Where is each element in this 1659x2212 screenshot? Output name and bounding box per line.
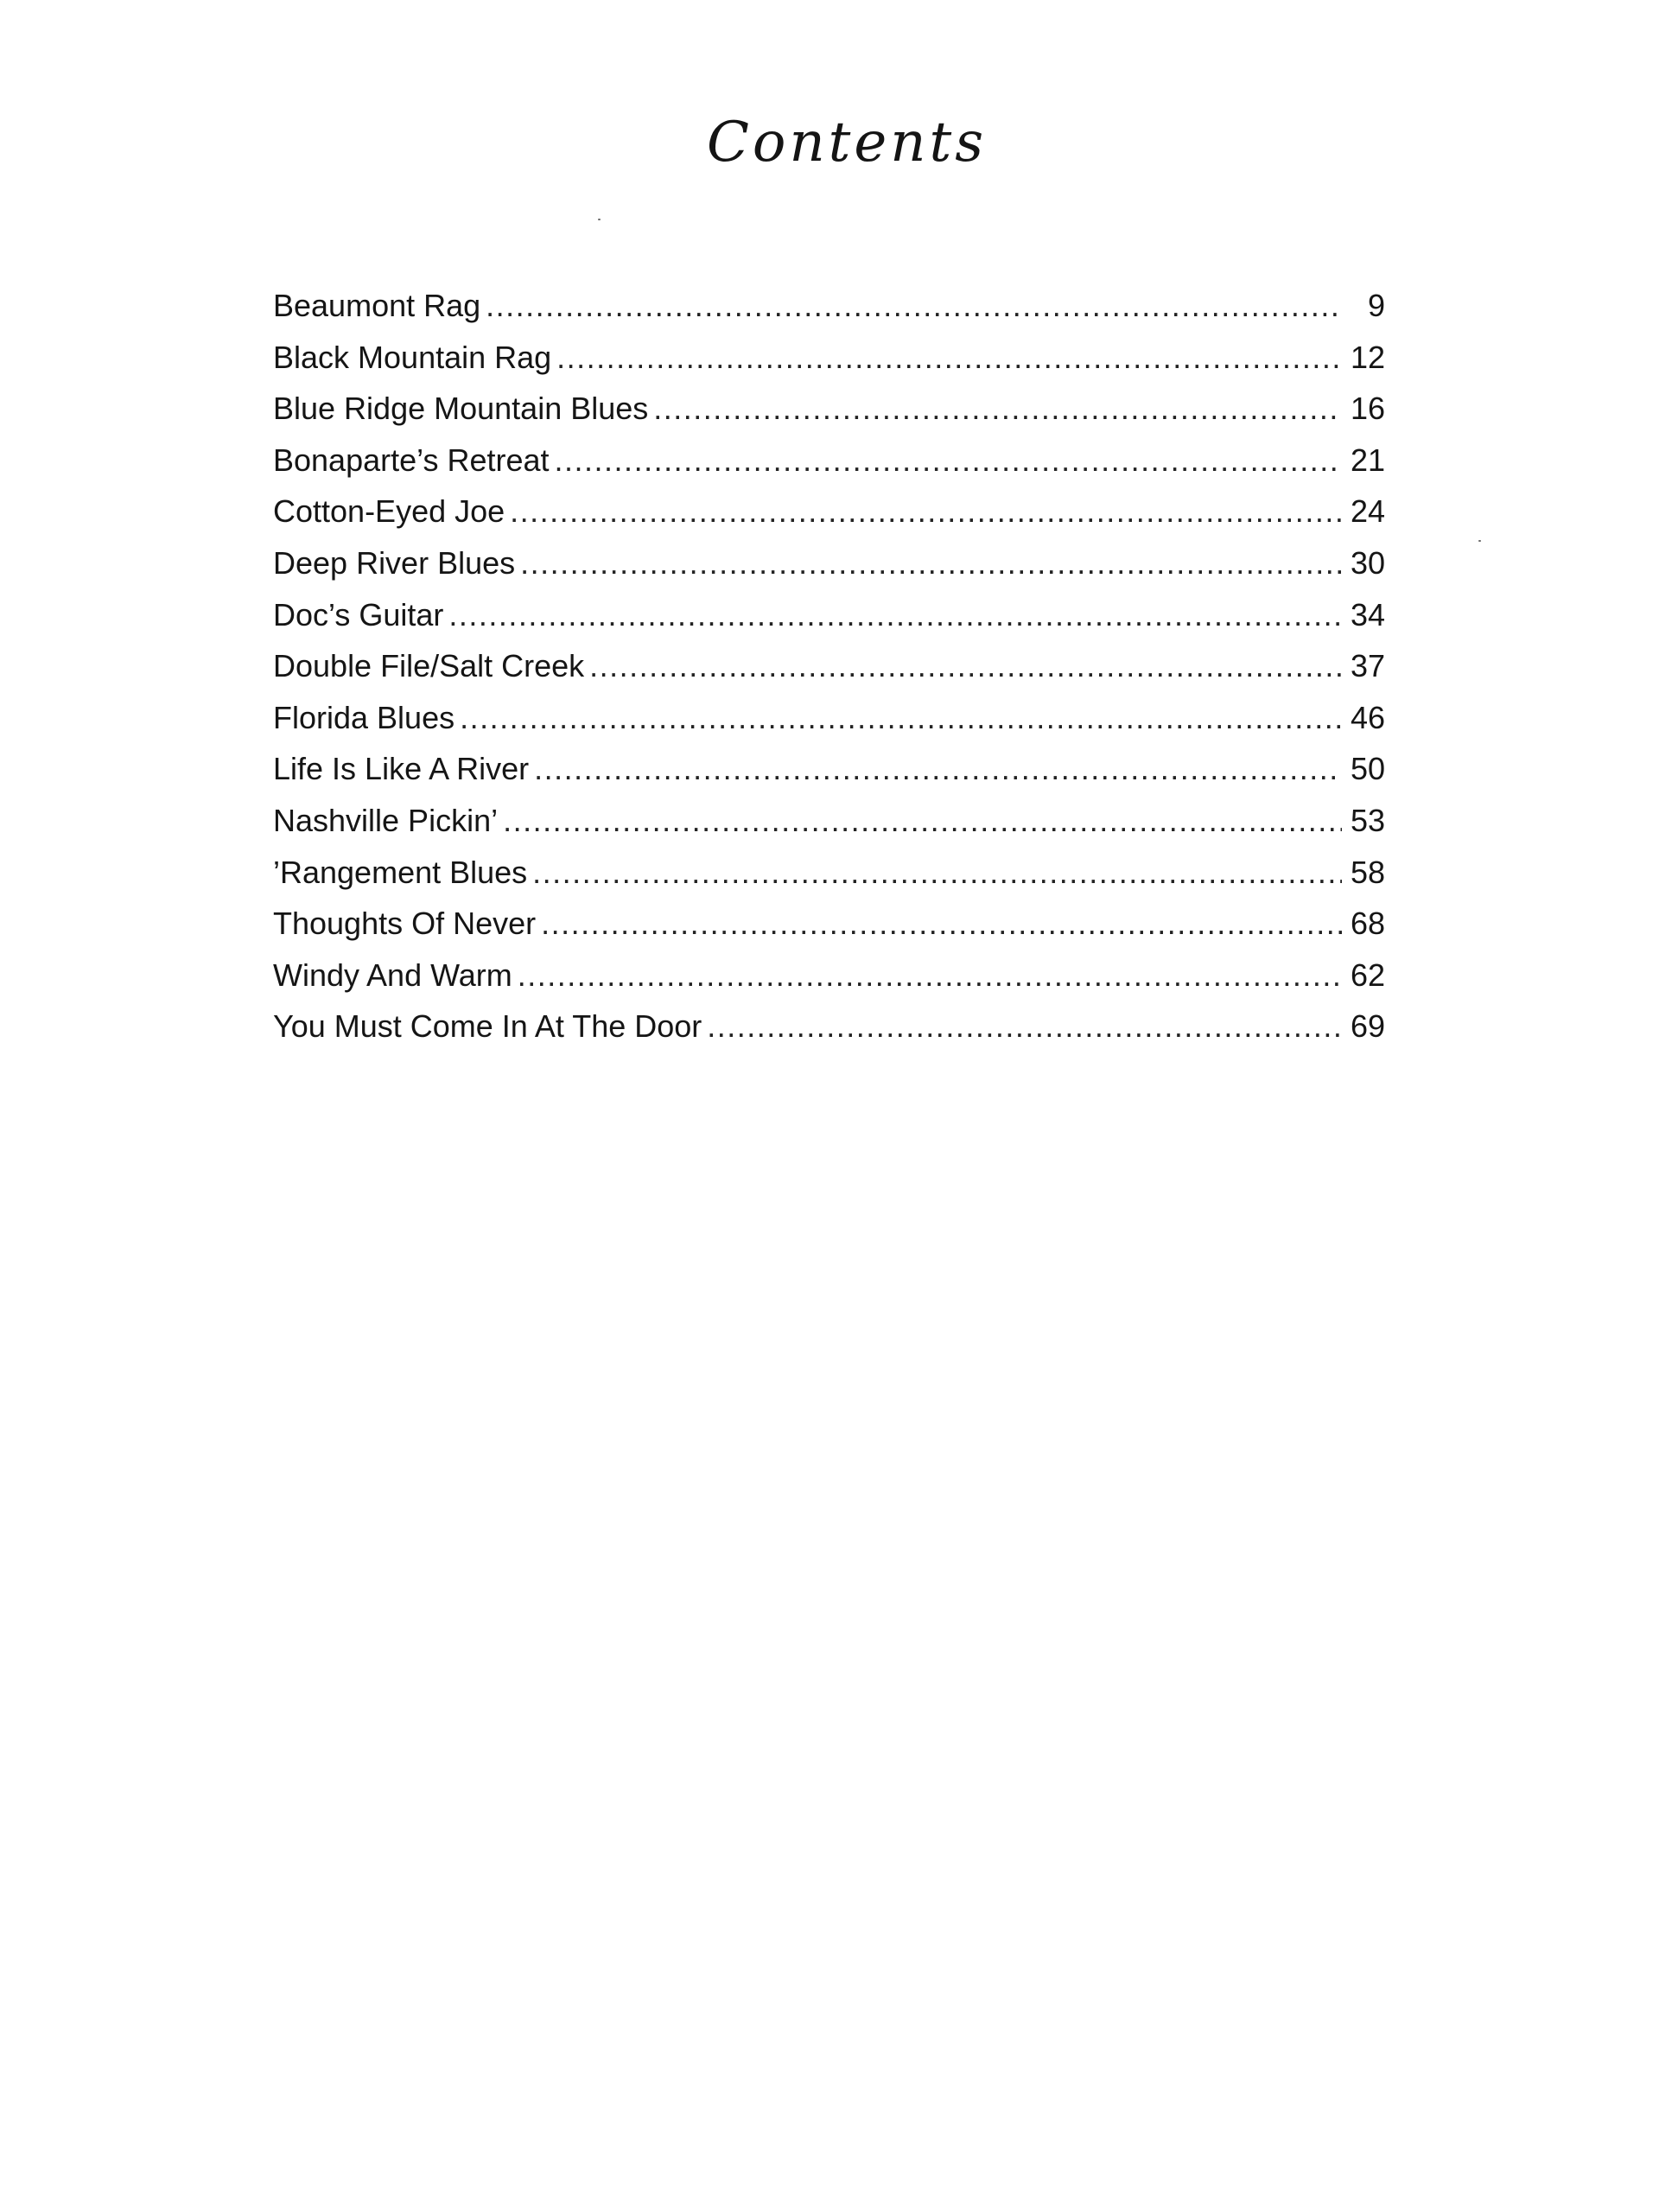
- toc-dot-leader: [556, 332, 1342, 384]
- toc-entry-title: Thoughts Of Never: [273, 906, 537, 942]
- toc-entry-title: Blue Ridge Mountain Blues: [273, 391, 649, 427]
- toc-entry-title: Windy And Warm: [273, 957, 512, 993]
- toc-entry: [273, 640, 1385, 692]
- toc-entry-title: Black Mountain Rag: [273, 339, 552, 375]
- toc-entry-page: 12: [1350, 339, 1385, 375]
- toc-dot-leader: [532, 847, 1342, 899]
- toc-entry-title: Beaumont Rag: [273, 288, 481, 323]
- toc-entry-page: 68: [1350, 906, 1385, 942]
- toc-dot-leader: [555, 435, 1342, 486]
- toc-entry-title: Life Is Like A River: [273, 751, 530, 787]
- toc-dot-leader: [503, 795, 1342, 847]
- toc-dot-leader: [510, 486, 1342, 537]
- toc-entry-title: You Must Come In At The Door: [273, 1008, 702, 1045]
- toc-entry-title: Deep River Blues: [273, 544, 516, 581]
- toc-entry: [273, 486, 1385, 537]
- toc-entry: [273, 383, 1385, 435]
- toc-entry-page: 9: [1367, 288, 1385, 323]
- toc-entry-page: 62: [1350, 957, 1385, 993]
- toc-dot-leader: [707, 1001, 1342, 1052]
- toc-entry-page: 50: [1350, 751, 1385, 787]
- toc-entry-page: 21: [1350, 442, 1385, 478]
- scan-speck: [598, 219, 601, 220]
- toc-entry: [273, 795, 1385, 847]
- toc-dot-leader: [520, 537, 1342, 589]
- toc-dot-leader: [518, 950, 1342, 1001]
- toc-entry-title: Nashville Pickin’: [273, 802, 499, 838]
- toc-entry: [273, 1001, 1385, 1052]
- toc-entry-title: Doc’s Guitar: [273, 596, 444, 632]
- toc-dot-leader: [448, 589, 1342, 641]
- toc-entry: [273, 280, 1385, 332]
- toc-entry-page: 46: [1350, 699, 1385, 735]
- toc-entry-page: 69: [1350, 1008, 1385, 1045]
- page-title: Contents: [706, 111, 988, 175]
- toc-dot-leader: [589, 640, 1342, 692]
- toc-entry: [273, 589, 1385, 641]
- toc-dot-leader: [534, 743, 1342, 795]
- scan-speck: [1478, 540, 1481, 542]
- toc-entry: [273, 537, 1385, 589]
- toc-dot-leader: [653, 383, 1342, 435]
- toc-entry-title: ’Rangement Blues: [273, 854, 528, 890]
- toc-entry-page: 34: [1350, 596, 1385, 632]
- toc-entry-page: 58: [1350, 854, 1385, 890]
- toc-dot-leader: [541, 898, 1342, 950]
- table-of-contents: [273, 280, 1385, 1052]
- toc-entry-page: 53: [1350, 802, 1385, 838]
- toc-entry: [273, 847, 1385, 899]
- toc-entry: [273, 898, 1385, 950]
- toc-entry: [273, 743, 1385, 795]
- toc-dot-leader: [486, 280, 1342, 332]
- toc-entry-title: Double File/Salt Creek: [273, 648, 585, 684]
- toc-entry-page: 24: [1350, 493, 1385, 530]
- toc-entry: [273, 435, 1385, 486]
- toc-entry-title: Bonaparte’s Retreat: [273, 442, 550, 478]
- toc-dot-leader: [460, 692, 1342, 744]
- toc-entry: [273, 692, 1385, 744]
- toc-entry: [273, 332, 1385, 384]
- toc-entry-page: 30: [1350, 544, 1385, 581]
- toc-entry-title: Florida Blues: [273, 699, 455, 735]
- toc-entry-page: 16: [1350, 391, 1385, 427]
- toc-entry: [273, 950, 1385, 1001]
- toc-entry-title: Cotton-Eyed Joe: [273, 493, 505, 530]
- toc-entry-page: 37: [1350, 648, 1385, 684]
